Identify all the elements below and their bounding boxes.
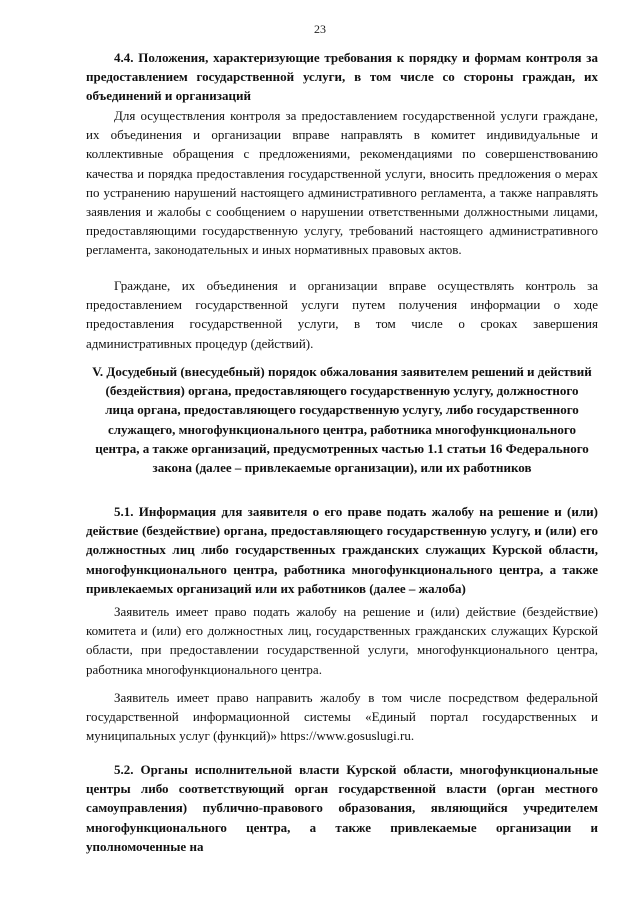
section-5-1-paragraph-1: Заявитель имеет право подать жалобу на решение и (или) действие (бездействие) комитета и (или) его должностных лиц, государственных гражданских служащих Курской области, при предоставлении государственной услуги, многофункционального центра, работника многофункционального центра. [86,604,598,677]
section-5-1-heading: 5.1. Информация для заявителя о его праве подать жалобу на решение и (или) действие (бездействие) органа, предоставляющего государственную услугу, и (или) его должностных лиц либо государственных гражданских служащих Курской области, многофункционального центра, работника многофункционального центра, а также привлекаемых организаций или их работников (далее – жалоба) [86,504,598,596]
section-5-heading: V. Досудебный (внесудебный) порядок обжалования заявителем решений и действий (бездействия) органа, предоставляющего государственную услугу, должностного лица органа, предоставляющего государственную услугу, либо государственного служащего, многофункционального центра, работника многофункционального центра, а также организаций, предусмотренных частью 1.1 статьи 16 Федерального закона (далее – привлекаемые организации), или их работников [92,364,592,476]
page-number: 23 [314,22,326,36]
section-4-4-paragraph-2: Граждане, их объединения и организации вправе осуществлять контроль за предоставлением государственной услуги путем получения информации о ходе предоставления государственной услуги, в том числе о сроках завершения административных процедур (действий). [86,278,598,351]
section-4-4-heading: 4.4. Положения, характеризующие требования к порядку и формам контроля за предоставлением государственной услуги, в том числе со стороны граждан, их объединений и организаций [86,50,598,104]
section-5-1-paragraph-2: Заявитель имеет право направить жалобу в том числе посредством федеральной государственной информационной системы «Единый портал государственных и муниципальных услуг (функций)» https://www.gosuslugi.ru. [86,690,598,744]
section-5-2-heading: 5.2. Органы исполнительной власти Курской области, многофункциональные центры либо соответствующий орган государственной власти (орган местного самоуправления) публично-правового образования, являющийся учредителем многофункционального центра, а также привлекаемые организации и уполномоченные на [86,762,598,854]
section-4-4-paragraph-1: Для осуществления контроля за предоставлением государственной услуги граждане, их объединения и организации вправе направлять в комитет индивидуальные и коллективные обращения с предложениями, рекомендациями по совершенствованию качества и порядка предоставления государственной услуги, вносить предложения о мерах по устранению нарушений настоящего административного регламента, а также направлять заявления и жалобы с сообщением о нарушении ответственными должностными лицами, предоставляющими государственную услугу, требований настоящего административного регламента, законодательных и иных нормативных правовых актов. [86,108,598,258]
